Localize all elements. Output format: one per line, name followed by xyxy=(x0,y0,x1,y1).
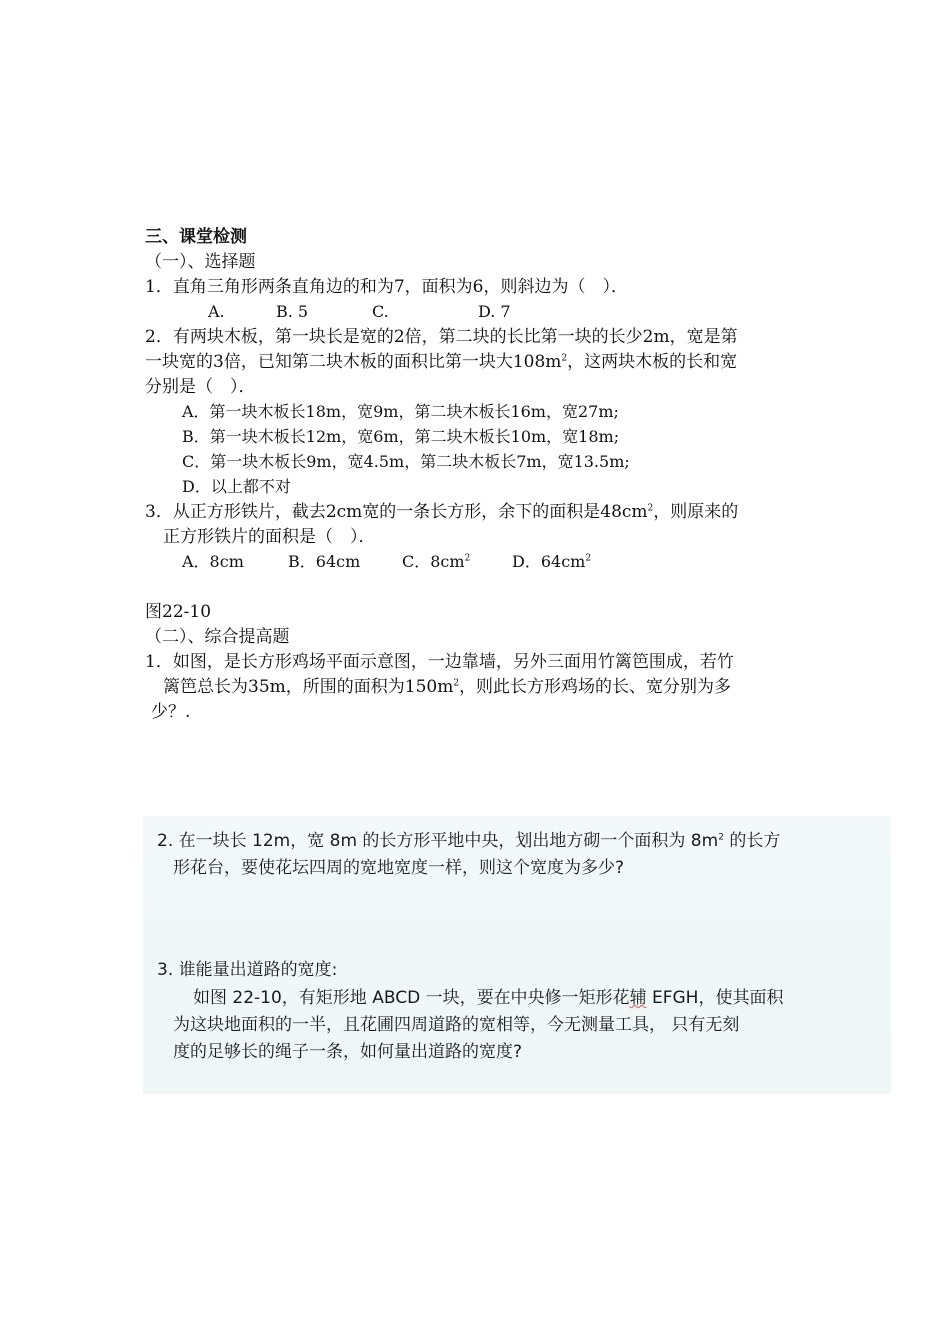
p2-q1-line3: 少？. xyxy=(151,702,191,722)
q2-option-c: C．第一块木板长9m，宽4.5m，第二块木板长7m，宽13.5m; xyxy=(182,452,630,471)
q2-option-a: A．第一块木板长18m，宽9m，第二块木板长16m，宽27m; xyxy=(182,402,619,421)
section-title: 三、课堂检测 xyxy=(145,227,247,247)
q3-line1: 3．从正方形铁片，截去2cm宽的一条长方形，余下的面积是$48cm^2$，则原来的 xyxy=(145,502,739,522)
q1-option-b: B. 5 xyxy=(276,302,309,321)
figure-label: 图22-10 xyxy=(145,602,212,622)
q3-option-a: A．8cm xyxy=(182,552,244,571)
q2-option-b: B．第一块木板长12m，宽6m，第二块木板长10m，宽18m; xyxy=(182,427,620,446)
scan-q3-line4: 度的足够长的绳子一条，如何量出道路的宽度? xyxy=(173,1042,523,1062)
p2-q1-line1: 1．如图，是长方形鸡场平面示意图，一边靠墙，另外三面用竹篱笆围成，若竹 xyxy=(145,652,734,672)
q3-option-c: C．$8cm^2$ xyxy=(402,552,471,571)
scan-q3-line2: 如图 22-10，有矩形地 ABCD 一块，要在中央修一矩形花辅 EFGH，使其面积 xyxy=(193,988,784,1008)
scan-q3-line1: 3. 谁能量出道路的宽度: xyxy=(157,960,338,980)
scan-q2-line2: 形花台，要使花坛四周的宽地宽度一样，则这个宽度为多少? xyxy=(173,858,625,878)
q3-line2: 正方形铁片的面积是（ ）． xyxy=(163,527,376,547)
part1-heading: （一）、选择题 xyxy=(145,252,256,272)
q2-line2: 一块宽的3倍，已知第二块木板的面积比第一块大$108m^2$，这两块木板的长和宽 xyxy=(145,352,738,372)
q3-option-b: B．64cm xyxy=(288,552,361,571)
q1-option-a: A. xyxy=(208,302,225,321)
q1-text: 1．直角三角形两条直角边的和为7，面积为6，则斜边为（ ）． xyxy=(145,277,628,297)
scan-q3-line3: 为这块地面积的一半，且花圃四周道路的宽相等，今无测量工具， 只有无刻 xyxy=(173,1015,740,1035)
q3-option-d: D．$64cm^2$ xyxy=(512,552,592,571)
scanned-image-block xyxy=(143,816,891,1094)
q2-line1: 2．有两块木板，第一块长是宽的2倍，第二块的长比第一块的长少2m，宽是第 xyxy=(145,327,738,347)
q2-line3: 分别是（ ）． xyxy=(145,377,256,397)
scan-q2-line1: 2. 在一块长 12m，宽 8m 的长方形平地中央，划出地方砌一个面积为 $8m^2$ 的长方 xyxy=(157,831,781,851)
q2-option-d: D．以上都不对 xyxy=(182,477,291,496)
p2-q1-line2: 篱笆总长为35m，所围的面积为$150m^2$，则此长方形鸡场的长、宽分别为多 xyxy=(163,677,732,697)
part2-heading: （二）、综合提高题 xyxy=(145,627,290,647)
q1-option-d: D. 7 xyxy=(478,302,511,321)
q1-option-c: C. xyxy=(372,302,389,321)
